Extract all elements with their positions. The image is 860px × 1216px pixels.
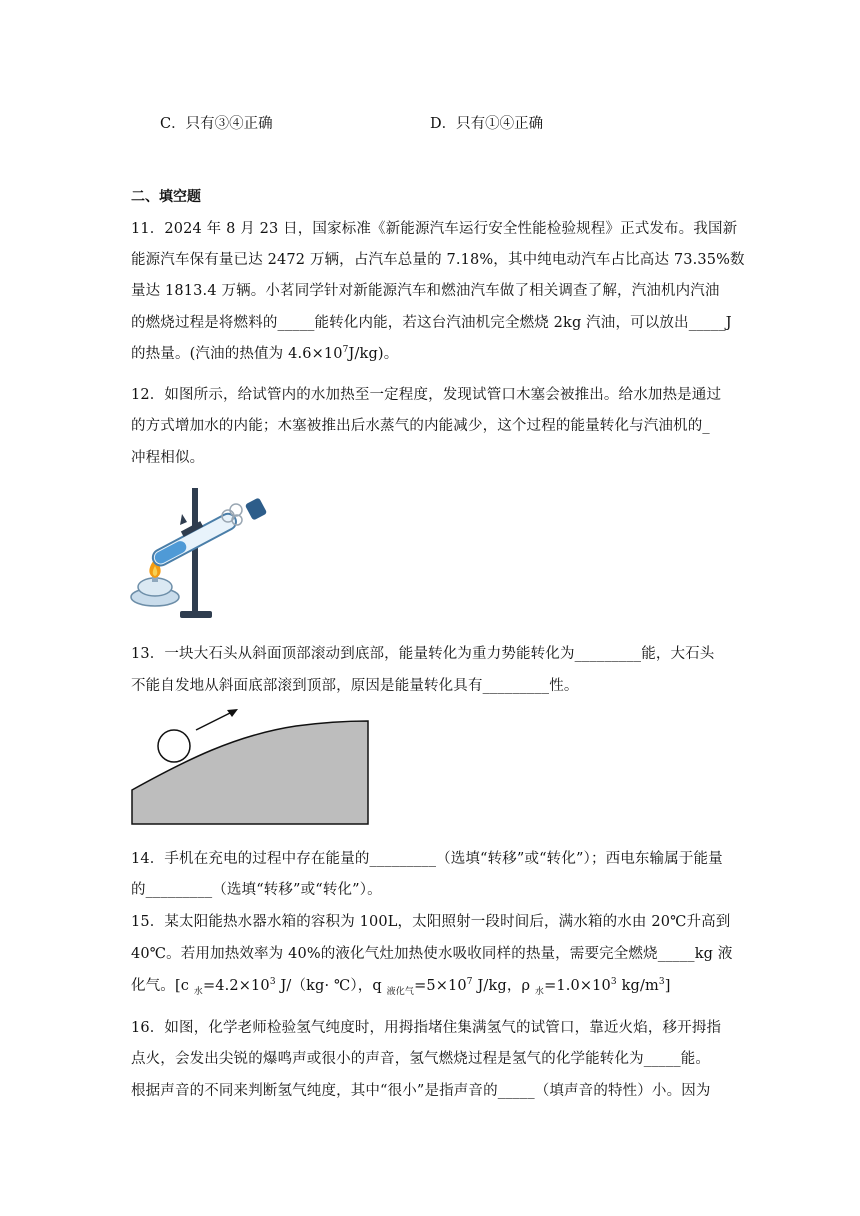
clamp-screw (180, 514, 187, 525)
q15-l3-f: =1.0×10 (544, 978, 611, 994)
q11-line-1: 11．2024 年 8 月 23 日，国家标准《新能源汽车运行安全性能检验规程》正式发布。我国新 (131, 221, 738, 237)
q14-line-2: 的_________（选填“转移”或“转化”）。 (131, 882, 382, 898)
q15-l3-sub2: 液化气 (386, 986, 415, 997)
q15-l3-sub3: 水 (534, 986, 545, 997)
q15-l3-c: J/（kg· ℃），q (275, 978, 387, 994)
q16-line-2: 点火，会发出尖锐的爆鸣声或很小的声音，氢气燃烧过程是氢气的化学能转化为_____能。 (131, 1051, 711, 1067)
q11-line-3: 量达 1813.4 万辆。小茗同学针对新能源汽车和燃油汽车做了相关调查了解，汽油机内汽油 (131, 283, 720, 299)
q13-line-2: 不能自发地从斜面底部滚到顶部，原因是能量转化具有_________性。 (131, 678, 579, 694)
q11-line-5-sup: 7 (342, 345, 349, 356)
q12-line-2: 的方式增加水的内能；木塞被推出后水蒸气的内能减少，这个过程的能量转化与汽油机的_ (131, 418, 710, 434)
q15-l3-g: kg/m (616, 978, 659, 994)
stone (158, 730, 190, 762)
cork (245, 497, 268, 520)
q15-line-2: 40℃。若用加热效率为 40%的液化气灶加热使水吸收同样的热量，需要完全燃烧_____kg 液 (131, 946, 733, 962)
q15-l3-h: ] (664, 978, 671, 994)
option-d: D．只有①④正确 (430, 116, 544, 132)
q11-line-5-b: J/kg)。 (348, 346, 399, 362)
q15-l3-sup1: 3 (269, 977, 276, 988)
q15-line-3 (131, 974, 671, 997)
stand-pole (192, 488, 198, 616)
q11-line-5-a: 的热量。(汽油的热值为 4.6×10 (131, 346, 343, 362)
motion-arrow-shaft (196, 712, 232, 730)
slope-figure (126, 700, 376, 830)
q16-line-3: 根据声音的不同来判断氢气纯度，其中“很小”是指声音的_____（填声音的特性）小。因为 (131, 1083, 711, 1099)
q15-line-1: 15．某太阳能热水器水箱的容积为 100L，太阳照射一段时间后，满水箱的水由 20℃升高到 (131, 914, 731, 930)
q12-line-3: 冲程相似。 (131, 450, 205, 466)
q15-l3-a: 化气。[c (131, 978, 194, 994)
q11-line-4: 的燃烧过程是将燃料的_____能转化内能，若这台汽油机完全燃烧 2kg 汽油，可以放出_____J (131, 315, 732, 331)
q16-line-1: 16．如图，化学老师检验氢气纯度时，用拇指堵住集满氢气的试管口，靠近火焰，移开拇指 (131, 1020, 722, 1036)
test-tube-figure (125, 484, 275, 624)
section-title: 二、填空题 (131, 189, 201, 205)
option-c: C．只有③④正确 (160, 116, 273, 132)
q11-line-2: 能源汽车保有量已达 2472 万辆，占汽车总量的 7.18%，其中纯电动汽车占比高达 73.35%数 (131, 252, 745, 268)
q15-l3-d: =5×10 (414, 978, 467, 994)
q15-l3-sub1: 水 (193, 986, 203, 997)
q15-l3-sup3: 3 (610, 977, 617, 988)
q13-line-1: 13．一块大石头从斜面顶部滚动到底部，能量转化为重力势能转化为_________能，大石头 (131, 646, 715, 662)
q15-l3-sup2: 7 (466, 977, 473, 988)
q12-line-1: 12．如图所示，给试管内的水加热至一定程度，发现试管口木塞会被推出。给水加热是通过 (131, 387, 722, 403)
q15-l3-b: =4.2×10 (202, 978, 270, 994)
q15-l3-e: J/kg，ρ (472, 978, 535, 994)
q14-line-1: 14．手机在充电的过程中存在能量的_________（选填“转移”或“转化”）；西电东输属于能量 (131, 851, 723, 867)
q15-l3-sup4: 3 (658, 977, 665, 988)
q11-line-5 (131, 342, 398, 363)
